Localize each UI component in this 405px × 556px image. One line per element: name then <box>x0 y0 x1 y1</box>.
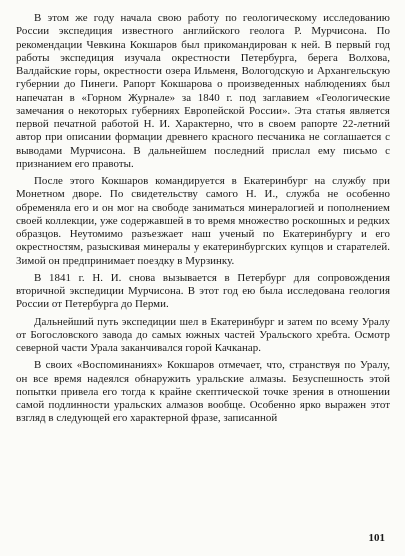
body-text <box>16 12 390 430</box>
paragraph-3: В 1841 г. Н. И. снова вызывается в Петербург для сопровождения вторичной экспедиции Мурчисона. В этот год ею была исследована геология России от Петербурга до Перми. <box>16 271 390 311</box>
page-number: 101 <box>368 532 385 544</box>
paragraph-5: В своих «Воспоминаниях» Кокшаров отмечает, что, странствуя по Уралу, он все время надеялся обнаружить уральские алмазы. Безуспешность этой попытки привела его тогда к крайне скептической точке зрения в отношении самой подлинности уральских алмазов вообще. Особенно ярко выражен этот взгляд в следующей его характерной фразе, записанной <box>16 359 390 425</box>
paragraph-2: После этого Кокшаров командируется в Екатеринбург на службу при Монетном дворе. По свидетельству самого Н. И., служба не особенно обременяла его и он мог на свободе заниматься минералогией и пополнением своей коллекции, уже содержавшей в то время множество роскошных и редких образцов. Неутомимо разъезжает наш ученый по Екатеринбургу и его окрестностям, разыскивая минералы у екатеринбургских купцов и старателей. Зимой он предпринимает поездку в Мурзинку. <box>16 175 390 267</box>
paragraph-1: В этом же году начала свою работу по геологическому исследованию России экспедиция известного английского геолога Р. Мурчисона. По рекомендации Чевкина Кокшаров был прикомандирован к ней. В первый год работы экспедиция изучала окрестности Петербурга, берега Волхова, Валдайские горы, окрестности озера Ильменя, Вологодскую и Архангельскую губернии до Пинеги. Рапорт Кокшарова о произведенных наблюдениях был напечатан в «Горном Журнале» за 1840 г. под заглавием «Геологические замечания о некоторых губерниях Европейской России». Эта статья является первой печатной работой Н. И. Характерно, что в своем рапорте 22-летний автор при описании формации древнего красного песчаника не соглашается с выводами Мурчисона. В дальнейшем последний прислал ему письмо с признанием его правоты. <box>16 12 390 170</box>
paragraph-4: Дальнейший путь экспедиции шел в Екатеринбург и затем по всему Уралу от Богословского завода до самых южных частей Уральского хребта. Осмотр северной части Урала заканчивался горой Качканар. <box>16 315 390 354</box>
